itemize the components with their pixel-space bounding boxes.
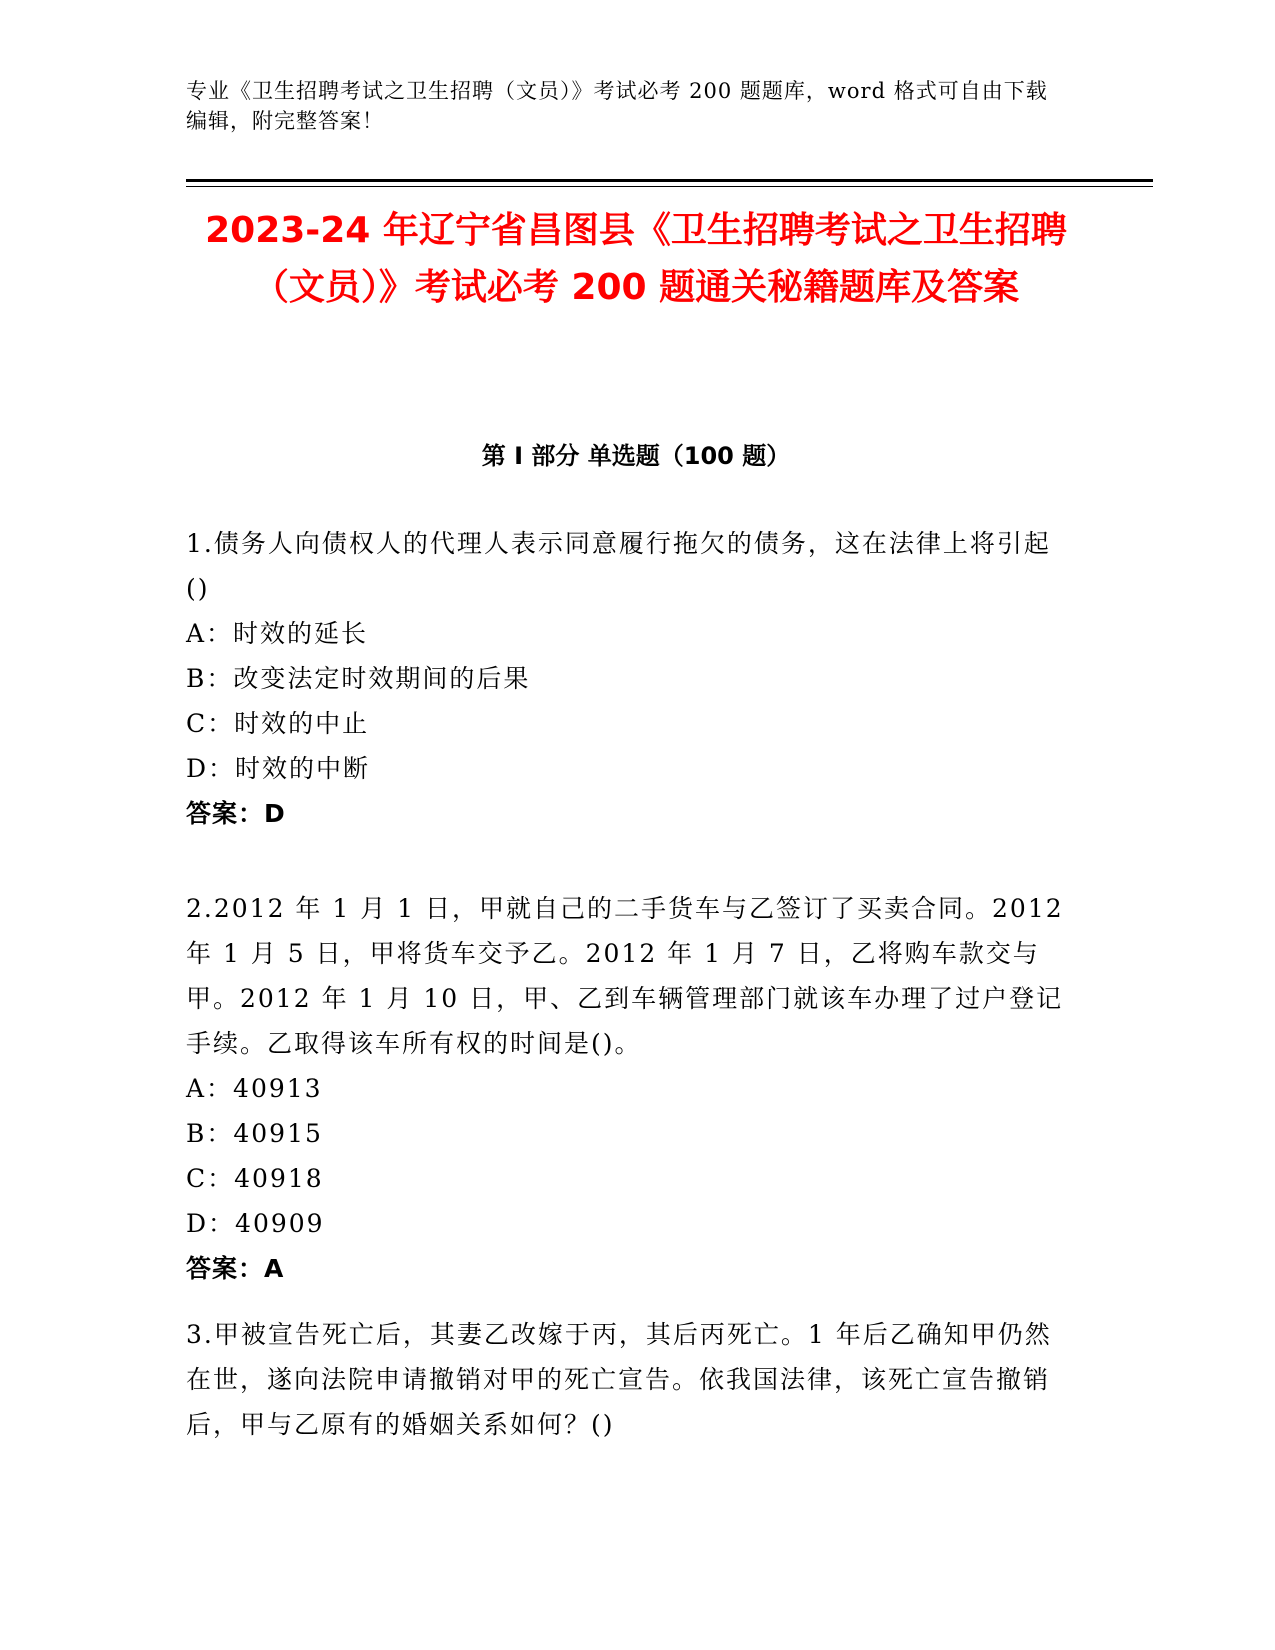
- question-2: [186, 886, 1066, 1291]
- option-a: A：时效的延长: [186, 619, 369, 648]
- option-a: A：40913: [186, 1074, 323, 1103]
- question-stem: 1.债务人向债权人的代理人表示同意履行拖欠的债务，这在法律上将引起(): [186, 529, 1051, 603]
- question-3: [186, 1312, 1066, 1447]
- option-d: D：40909: [186, 1209, 325, 1238]
- header-note: 专业《卫生招聘考试之卫生招聘（文员）》考试必考 200 题题库，word 格式可自由下载编辑，附完整答案！: [186, 79, 1048, 133]
- header-divider-thick: [186, 179, 1153, 182]
- question-stem: 3.甲被宣告死亡后，其妻乙改嫁于丙，其后丙死亡。1 年后乙确知甲仍然在世，遂向法院申请撤销对甲的死亡宣告。依我国法律，该死亡宣告撤销后，甲与乙原有的婚姻关系如何？(): [186, 1320, 1052, 1439]
- option-c: C：时效的中止: [186, 709, 370, 738]
- question-stem: 2.2012 年 1 月 1 日，甲就自己的二手货车与乙签订了买卖合同。2012 年 1 月 5 日，甲将货车交予乙。2012 年 1 月 7 日，乙将购车款交与甲。2012 年 1 月 10 日，甲、乙到车辆管理部门就该车办理了过户登记手续。乙取得该车所有权的时间是()。: [186, 894, 1064, 1058]
- answer: 答案：A: [186, 1254, 285, 1283]
- answer: 答案：D: [186, 799, 286, 828]
- option-b: B：改变法定时效期间的后果: [186, 664, 531, 693]
- header-divider-thin: [186, 186, 1153, 187]
- section-title: 第 I 部分 单选题（100 题）: [481, 442, 791, 470]
- question-1: [186, 521, 1066, 836]
- option-b: B：40915: [186, 1119, 323, 1148]
- document-title: 2023-24 年辽宁省昌图县《卫生招聘考试之卫生招聘（文员）》考试必考 200 题通关秘籍题库及答案: [205, 210, 1067, 308]
- option-c: C：40918: [186, 1164, 324, 1193]
- option-d: D：时效的中断: [186, 754, 371, 783]
